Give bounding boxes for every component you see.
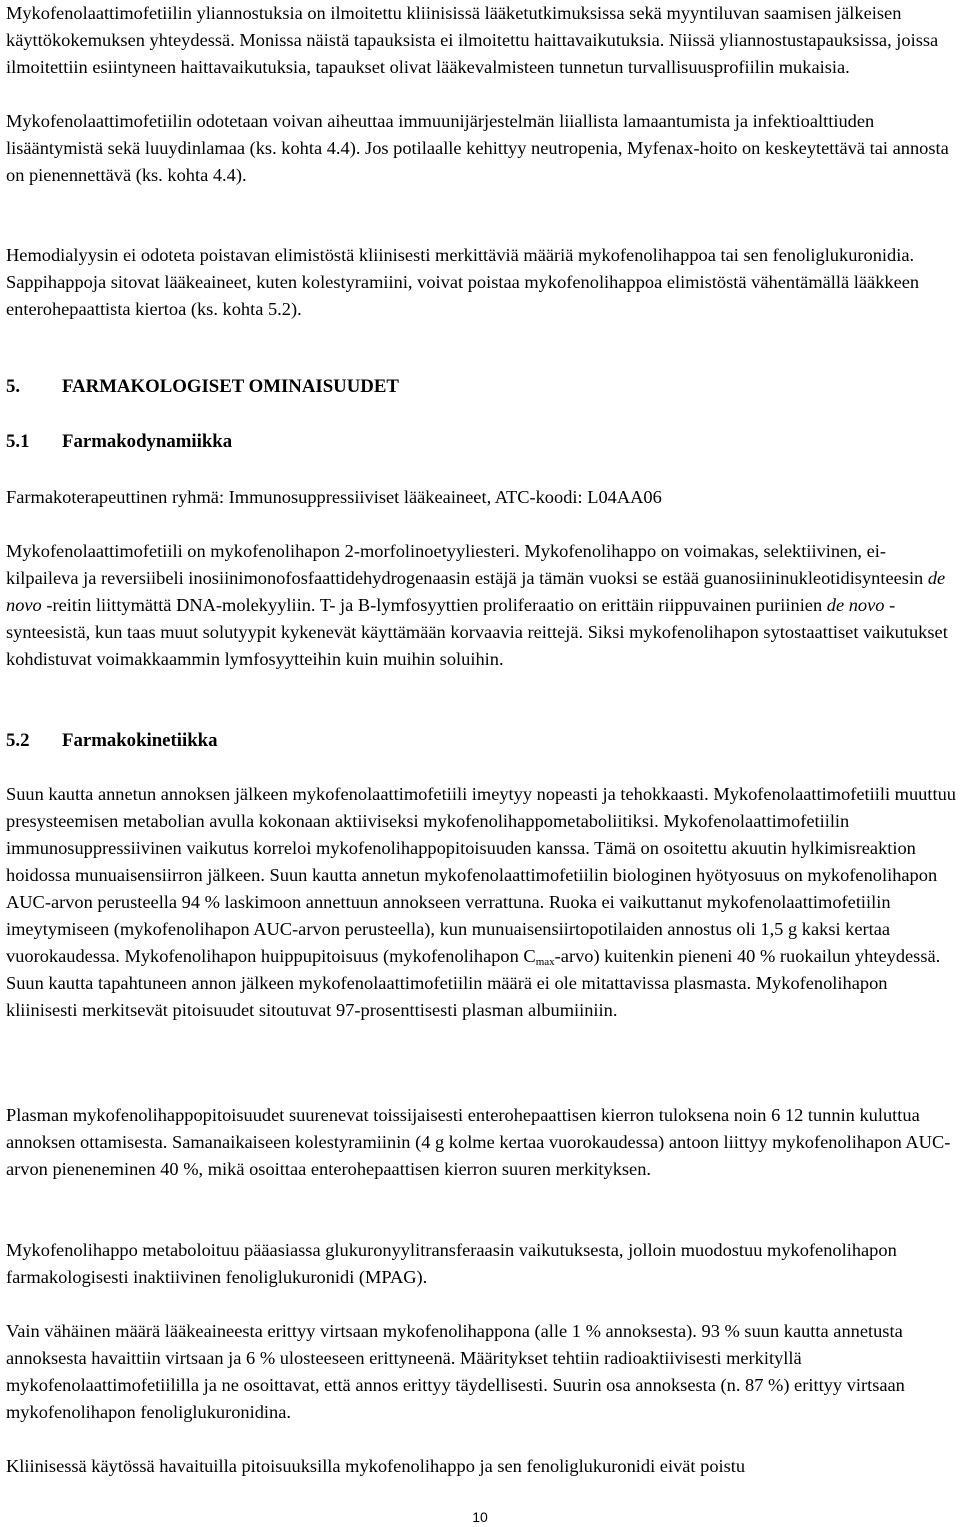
paragraph-text: Mykofenolaattimofetiilin yliannostuksia on ilmoitettu kliinisissä lääketutkimuksissa sekä myyntiluvan saamisen jälkeisen käyttökokemuksen yhteydessä. Monissa näistä tapauksista ei ilmoitettu haittavaikutuksia. Niissä yliannostustapauksissa, joissa ilmoitettiin esiintyneen haittavaikutuksia, tapaukset olivat lääkevalmisteen tunnetun turvallisuusprofiilin mukaisia.	[6, 3, 939, 77]
paragraph-mechanism	[6, 538, 958, 673]
paragraph-absorption	[6, 781, 958, 1024]
italic-de-novo: de novo	[6, 568, 946, 615]
paragraph-text: Mykofenolihappo metaboloituu pääasiassa glukuronyylitransferaasin vaikutuksesta, jolloin muodostuu mykofenolihapon farmakologisesti inaktiivinen fenoliglukuronidi (MPAG).	[6, 1240, 897, 1287]
paragraph-text: Plasman mykofenolihappopitoisuudet suurenevat toissijaisesti enterohepaattisen kierron tuloksena noin 6 12 tunnin kuluttua annoksen ottamisesta. Samanaikaiseen kolestyramiinin (4 g kolme kertaa vuorokaudessa) antoon liittyy mykofenolihapon AUC-arvon pieneneminen 40 %, mikä osoittaa enterohepaattisen kierron suuren merkityksen.	[6, 1105, 951, 1179]
paragraph-text: Kliinisessä käytössä havaituilla pitoisuuksilla mykofenolihappo ja sen fenoliglukuronidi eivät poistu	[6, 1456, 746, 1476]
section-number: 5.1	[6, 431, 30, 452]
section-number: 5.	[6, 376, 21, 397]
italic-de-novo: de novo	[826, 595, 885, 615]
paragraph-excretion	[6, 1318, 958, 1426]
paragraph-atc	[6, 484, 958, 511]
section-heading-5-2	[6, 727, 958, 754]
paragraph-hemodialysis	[6, 242, 958, 323]
section-title: Farmakokinetiikka	[62, 730, 218, 751]
subscript-max: max	[535, 956, 555, 968]
paragraph-elimination	[6, 1453, 958, 1480]
page-number: 10	[472, 1509, 488, 1525]
section-title: FARMAKOLOGISET OMINAISUUDET	[62, 376, 399, 397]
paragraph-text: Mykofenolaattimofetiili on mykofenolihapon 2-morfolinoetyyliesteri. Mykofenolihappo on voimakas, selektiivinen, ei-kilpaileva ja reversiibeli inosiinimonofosfaattidehydrogenaasin estäjä ja tämän vuoksi se estää guanosiininukleotidisynteesin de novo -reitin liittymättä DNA-molekyyliin. T- ja B-lymfosyyttien proliferaatio on erittäin riippuvainen puriinien de novo -synteesistä, kun taas muut solutyypit kykenevät käyttämään korvaavia reittejä. Siksi mykofenolihapon sytostaattiset vaikutukset kohdistuvat voimakkaammin lymfosyytteihin kuin muihin soluihin.	[6, 541, 948, 669]
paragraph-overdose	[6, 0, 958, 81]
paragraph-metabolism	[6, 1237, 958, 1291]
paragraph-text: Suun kautta annetun annoksen jälkeen mykofenolaattimofetiili imeytyy nopeasti ja tehokkaasti. Mykofenolaattimofetiili muuttuu presysteemisen metabolian avulla kokonaan aktiiviseksi mykofenolihappometaboliitiksi. Mykofenolaattimofetiilin immunosuppressiivinen vaikutus korreloi mykofenolihappopitoisuuden kanssa. Tämä on osoitettu akuutin hylkimisreaktion hoidossa munuaisensiirron jälkeen. Suun kautta annetun mykofenolaattimofetiilin biologinen hyötyosuus on mykofenolihapon AUC-arvon perusteella 94 % laskimoon annettuun annokseen verrattuna. Ruoka ei vaikuttanut mykofenolaattimofetiilin imeytymiseen (mykofenolihapon AUC-arvon perusteella), kun munuaisensiirtopotilaiden annostus oli 1,5 g kaksi kertaa vuorokaudessa. Mykofenolihapon huippupitoisuus (mykofenolihapon $C_{max}-arvo$) kuitenkin pieneni 40 % ruokailun yhteydessä. Suun kautta tapahtuneen annon jälkeen mykofenolaattimofetiilin määrä ei ole mitattavissa plasmasta. Mykofenolihapon kliinisesti merkitsevät pitoisuudet sitoutuvat 97-prosenttisesti plasman albumiiniin.	[6, 784, 956, 1020]
section-heading-5-1	[6, 428, 958, 455]
paragraph-text: Mykofenolaattimofetiilin odotetaan voivan aiheuttaa immuunijärjestelmän liiallista lamaantumista ja infektioalttiuden lisääntymistä sekä luuydinlamaa (ks. kohta 4.4). Jos potilaalle kehittyy neutropenia, Myfenax-hoito on keskeytettävä tai annosta on pienennettävä (ks. kohta 4.4).	[6, 111, 949, 185]
paragraph-immunosuppression	[6, 108, 958, 189]
section-number: 5.2	[6, 730, 30, 751]
paragraph-text: Farmakoterapeuttinen ryhmä: Immunosuppressiiviset lääkeaineet, ATC-koodi: L04AA06	[6, 487, 662, 507]
section-heading-5	[6, 373, 958, 400]
paragraph-enterohepatic	[6, 1102, 958, 1183]
section-title: Farmakodynamiikka	[62, 431, 233, 452]
paragraph-text: Vain vähäinen määrä lääkeaineesta erittyy virtsaan mykofenolihappona (alle 1 % annoksesta). 93 % suun kautta annetusta annoksesta havaittiin virtsaan ja 6 % ulosteeseen erittyneenä. Määritykset tehtiin radioaktiivisesti merkityllä mykofenolaattimofetiililla ja ne osoittavat, että annos erittyy täydellisesti. Suurin osa annoksesta (n. 87 %) erittyy virtsaan mykofenolihapon fenoliglukuronidina.	[6, 1321, 905, 1422]
paragraph-text: Hemodialyysin ei odoteta poistavan elimistöstä kliinisesti merkittäviä määriä mykofenolihappoa tai sen fenoliglukuronidia. Sappihappoja sitovat lääkeaineet, kuten kolestyramiini, voivat poistaa mykofenolihappoa elimistöstä vähentämällä lääkkeen enterohepaattista kiertoa (ks. kohta 5.2).	[6, 245, 920, 319]
